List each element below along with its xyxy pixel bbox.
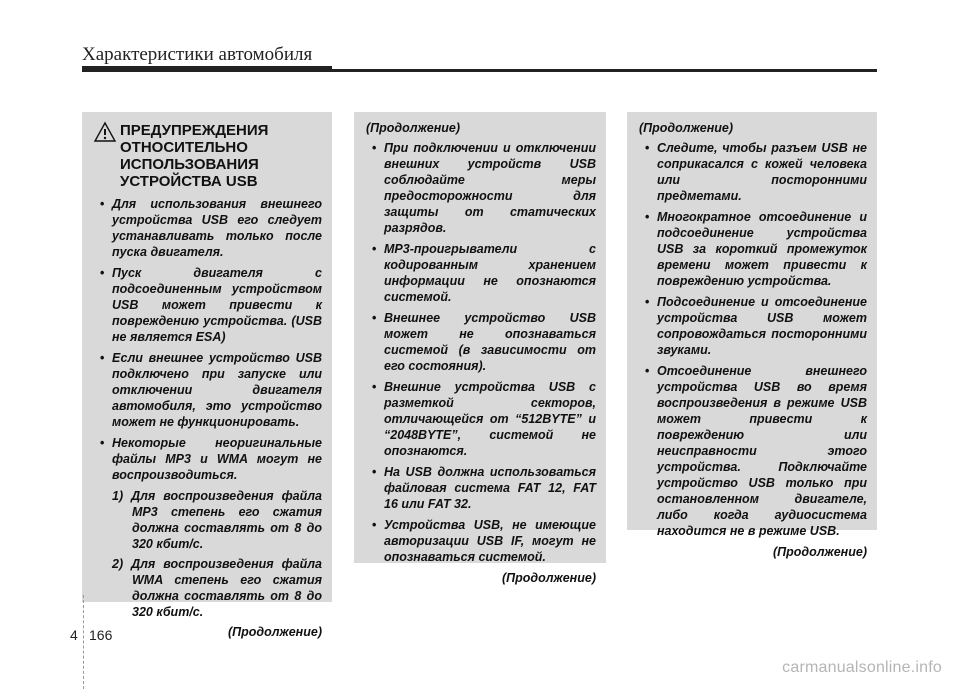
warning-box-col3 bbox=[627, 112, 877, 559]
list-item: • Внешние устройства USB с разметкой секторов, отличающейся от “512BYTE” и “2048BYTE”, системой не опознаются. bbox=[366, 379, 596, 459]
list-item: • Некоторые неоригинальные файлы MP3 и WMA могут не воспроизводиться. bbox=[94, 435, 322, 483]
continued-top-label: (Продолжение) bbox=[639, 121, 734, 135]
continued-label: (Продолжение) bbox=[501, 571, 596, 585]
list-item: • Внешнее устройство USB может не опознаваться системой (в зависимости от его состояния). bbox=[366, 310, 596, 374]
sub-item: 1) Для воспроизведения файла MP3 степень его сжатия должна составлять от 8 до 320 кбит/с. bbox=[112, 489, 322, 551]
section-number: 4 bbox=[70, 627, 78, 643]
sub-item: 2) Для воспроизведения файла WMA степень его сжатия должна составлять от 8 до 320 кбит/с. bbox=[112, 557, 322, 619]
warning-triangle-icon bbox=[94, 122, 120, 146]
list-item: • Следите, чтобы разъем USB не соприкасался с кожей человека или посторонними предметами. bbox=[639, 140, 867, 204]
list-item: • При подключении и отключении внешних устройств USB соблюдайте меры предосторожности для защиты от статических разрядов. bbox=[366, 140, 596, 236]
list-item: • На USB должна использоваться файловая система FAT 12, FAT 16 или FAT 32. bbox=[366, 464, 596, 512]
list-item: • Отсоединение внешнего устройства USB во время воспроизведения в режиме USB может привести к повреждению или неисправности этого устройства. Подключайте устройство USB только при остановленном двигателе, либо когда аудиосистема находится не в режиме USB. bbox=[639, 363, 867, 539]
list-item: • Если внешнее устройство USB подключено при запуске или отключении двигателя автомобиля, это устройство может не функционировать. bbox=[94, 350, 322, 430]
list-item: • Многократное отсоединение и подсоединение устройства USB за короткий промежуток времени может привести к повреждению устройства. bbox=[639, 209, 867, 289]
list-item: • Для использования внешнего устройства USB его следует устанавливать только после пуска двигателя. bbox=[94, 196, 322, 260]
warning-list-col1 bbox=[94, 196, 322, 483]
list-item: • Подсоединение и отсоединение устройства USB может сопровождаться посторонними звуками. bbox=[639, 294, 867, 358]
header-rule-accent bbox=[82, 66, 332, 72]
continued-label: (Продолжение) bbox=[227, 625, 322, 639]
footer-divider bbox=[83, 595, 85, 689]
warning-title: ПРЕДУПРЕЖДЕНИЯ ОТНОСИТЕЛЬНО ИСПОЛЬЗОВАНИЯ УСТРОЙСТВА USB bbox=[120, 122, 269, 190]
continued-top-label: (Продолжение) bbox=[366, 121, 461, 135]
list-item: • Пуск двигателя с подсоединенным устройством USB может привести к повреждению устройства. (USB не является ESA) bbox=[94, 265, 322, 345]
warning-list-col2 bbox=[366, 140, 596, 565]
page-header-title: Характеристики автомобиля bbox=[82, 44, 313, 65]
page-number: 166 bbox=[89, 627, 113, 643]
warning-header bbox=[94, 122, 322, 190]
watermark: carmanualsonline.info bbox=[782, 659, 942, 676]
continued-label: (Продолжение) bbox=[772, 545, 867, 559]
warning-box-col2 bbox=[354, 112, 606, 585]
warning-list-col3 bbox=[639, 140, 867, 539]
list-item: • MP3-проигрыватели с кодированным хранением информации не опознаются системой. bbox=[366, 241, 596, 305]
list-item: • Устройства USB, не имеющие авторизации USB IF, могут не опознаваться системой. bbox=[366, 517, 596, 565]
